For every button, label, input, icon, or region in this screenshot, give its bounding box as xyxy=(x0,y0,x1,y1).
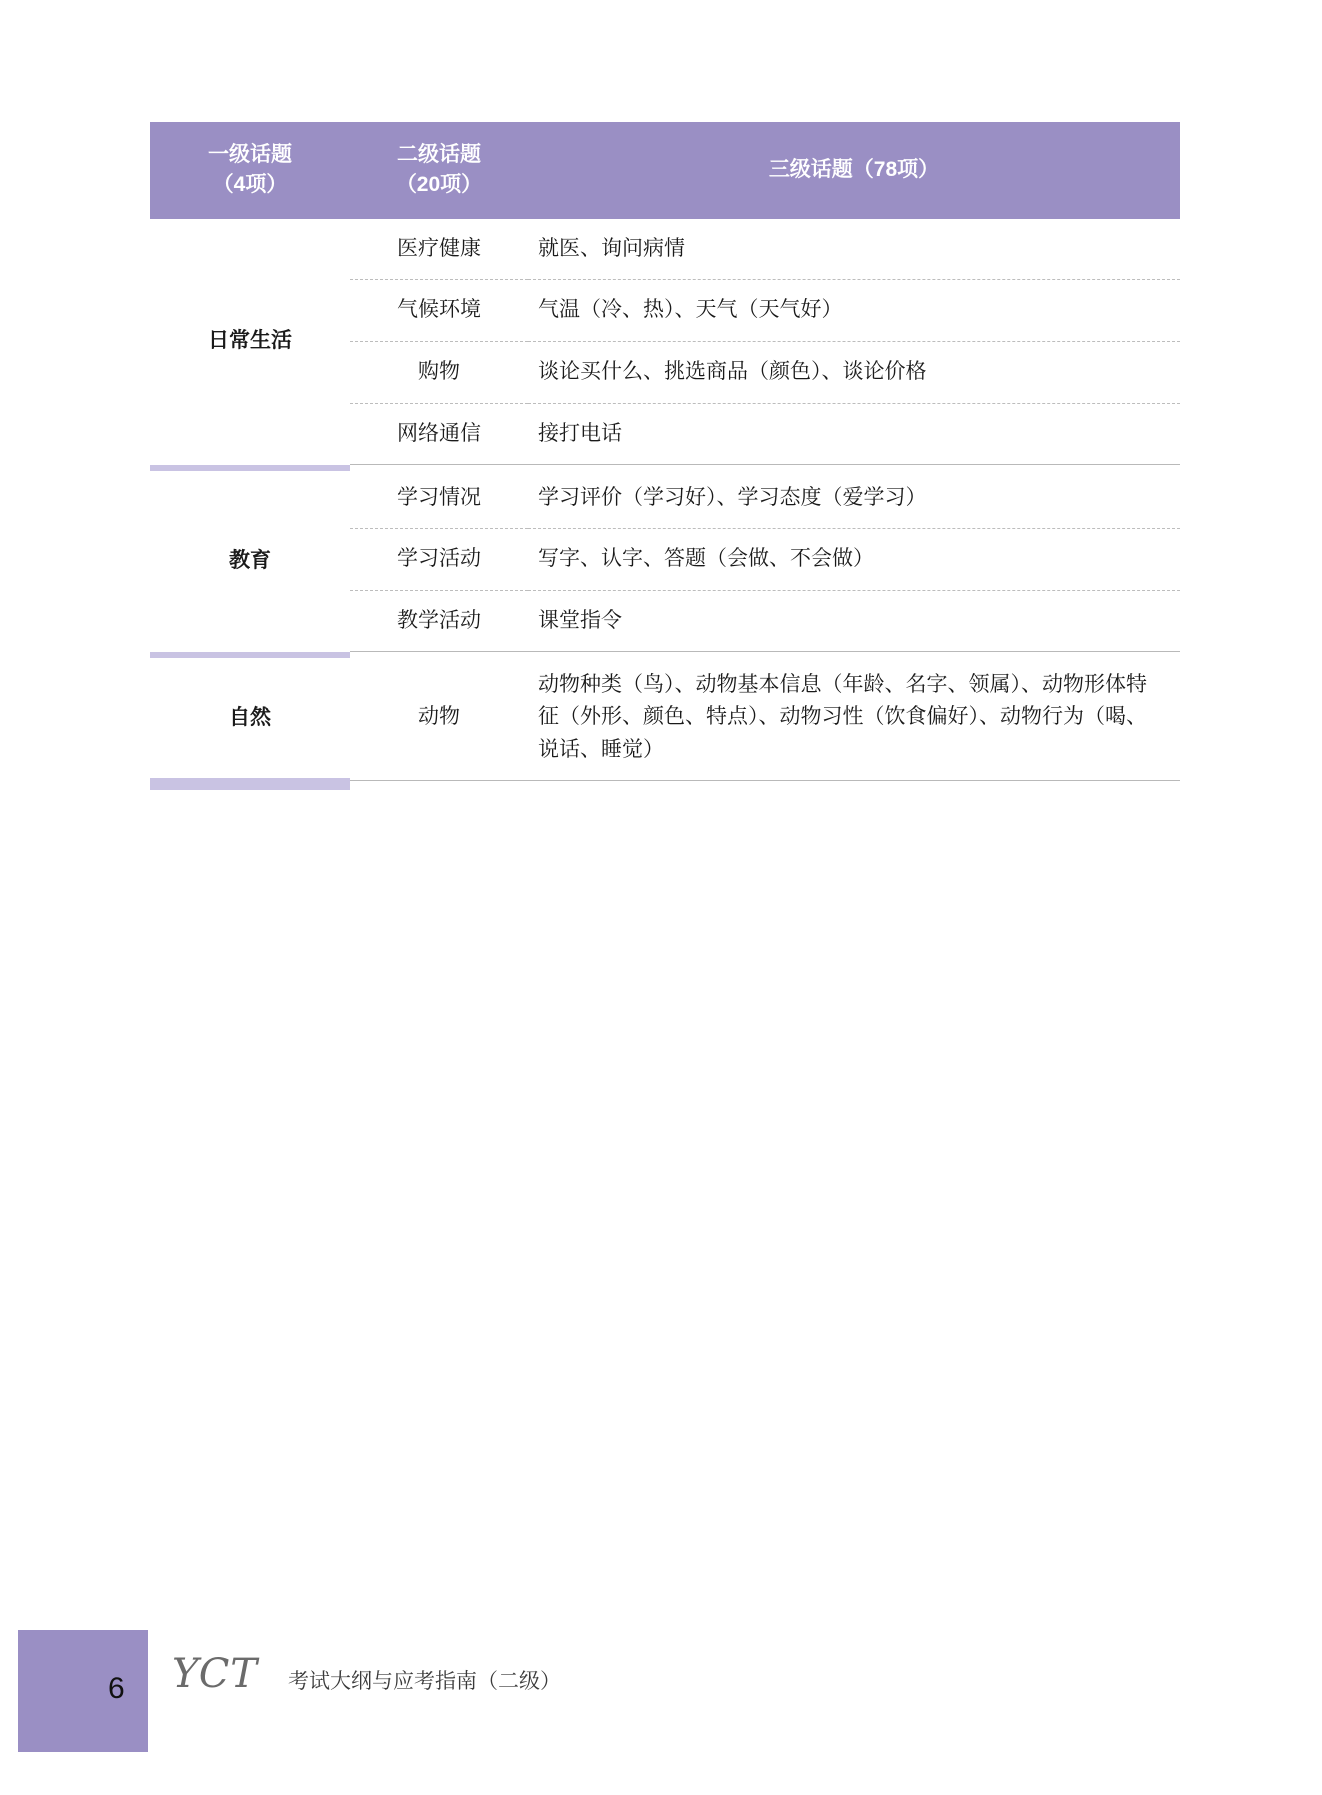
header-level2-line1: 二级话题 xyxy=(397,143,481,166)
level2-cell: 动物 xyxy=(350,655,528,781)
level3-cell: 学习评价（学习好）、学习态度（爱学习） xyxy=(528,468,1180,529)
level3-cell: 写字、认字、答题（会做、不会做） xyxy=(528,529,1180,591)
footer-color-bar xyxy=(18,1630,148,1752)
header-level2-line2: （20项） xyxy=(395,173,483,197)
header-level1-line2: （4项） xyxy=(212,173,288,197)
footer-caption: 考试大纲与应考指南（二级） xyxy=(288,1670,561,1693)
table-row xyxy=(150,655,1180,781)
table-header-row xyxy=(150,122,1180,219)
page-number: 6 xyxy=(108,1672,125,1705)
table-row xyxy=(150,468,1180,529)
level2-cell: 气候环境 xyxy=(350,280,528,342)
table-row xyxy=(150,219,1180,280)
table-header xyxy=(150,122,1180,219)
level2-cell: 学习情况 xyxy=(350,468,528,529)
level2-cell: 教学活动 xyxy=(350,590,528,652)
header-level3: 三级话题（78项） xyxy=(528,122,1180,219)
level2-cell: 购物 xyxy=(350,341,528,403)
level3-cell: 谈论买什么、挑选商品（颜色）、谈论价格 xyxy=(528,341,1180,403)
level3-cell: 接打电话 xyxy=(528,403,1180,465)
group-separator-row xyxy=(150,781,1180,787)
level3-cell: 动物种类（鸟）、动物基本信息（年龄、名字、领属）、动物形体特征（外形、颜色、特点）、动物习性（饮食偏好）、动物行为（喝、说话、睡觉） xyxy=(528,655,1180,781)
table-body xyxy=(150,219,1180,787)
header-level1 xyxy=(150,122,350,219)
level2-cell: 学习活动 xyxy=(350,529,528,591)
level1-cell: 教育 xyxy=(229,548,271,572)
yct-logo: YCT xyxy=(172,1651,258,1697)
group-band xyxy=(150,781,350,787)
level1-cell: 自然 xyxy=(150,655,350,781)
level2-cell: 网络通信 xyxy=(350,403,528,465)
level2-cell: 医疗健康 xyxy=(350,219,528,280)
level3-cell: 课堂指令 xyxy=(528,590,1180,652)
group-band-rest xyxy=(350,781,1180,787)
level1-cell: 日常生活 xyxy=(208,329,292,353)
header-level1-line1: 一级话题 xyxy=(208,143,292,166)
header-level2 xyxy=(350,122,528,219)
level3-cell: 就医、询问病情 xyxy=(528,219,1180,280)
topics-table xyxy=(150,122,1180,790)
level3-cell: 气温（冷、热）、天气（天气好） xyxy=(528,280,1180,342)
